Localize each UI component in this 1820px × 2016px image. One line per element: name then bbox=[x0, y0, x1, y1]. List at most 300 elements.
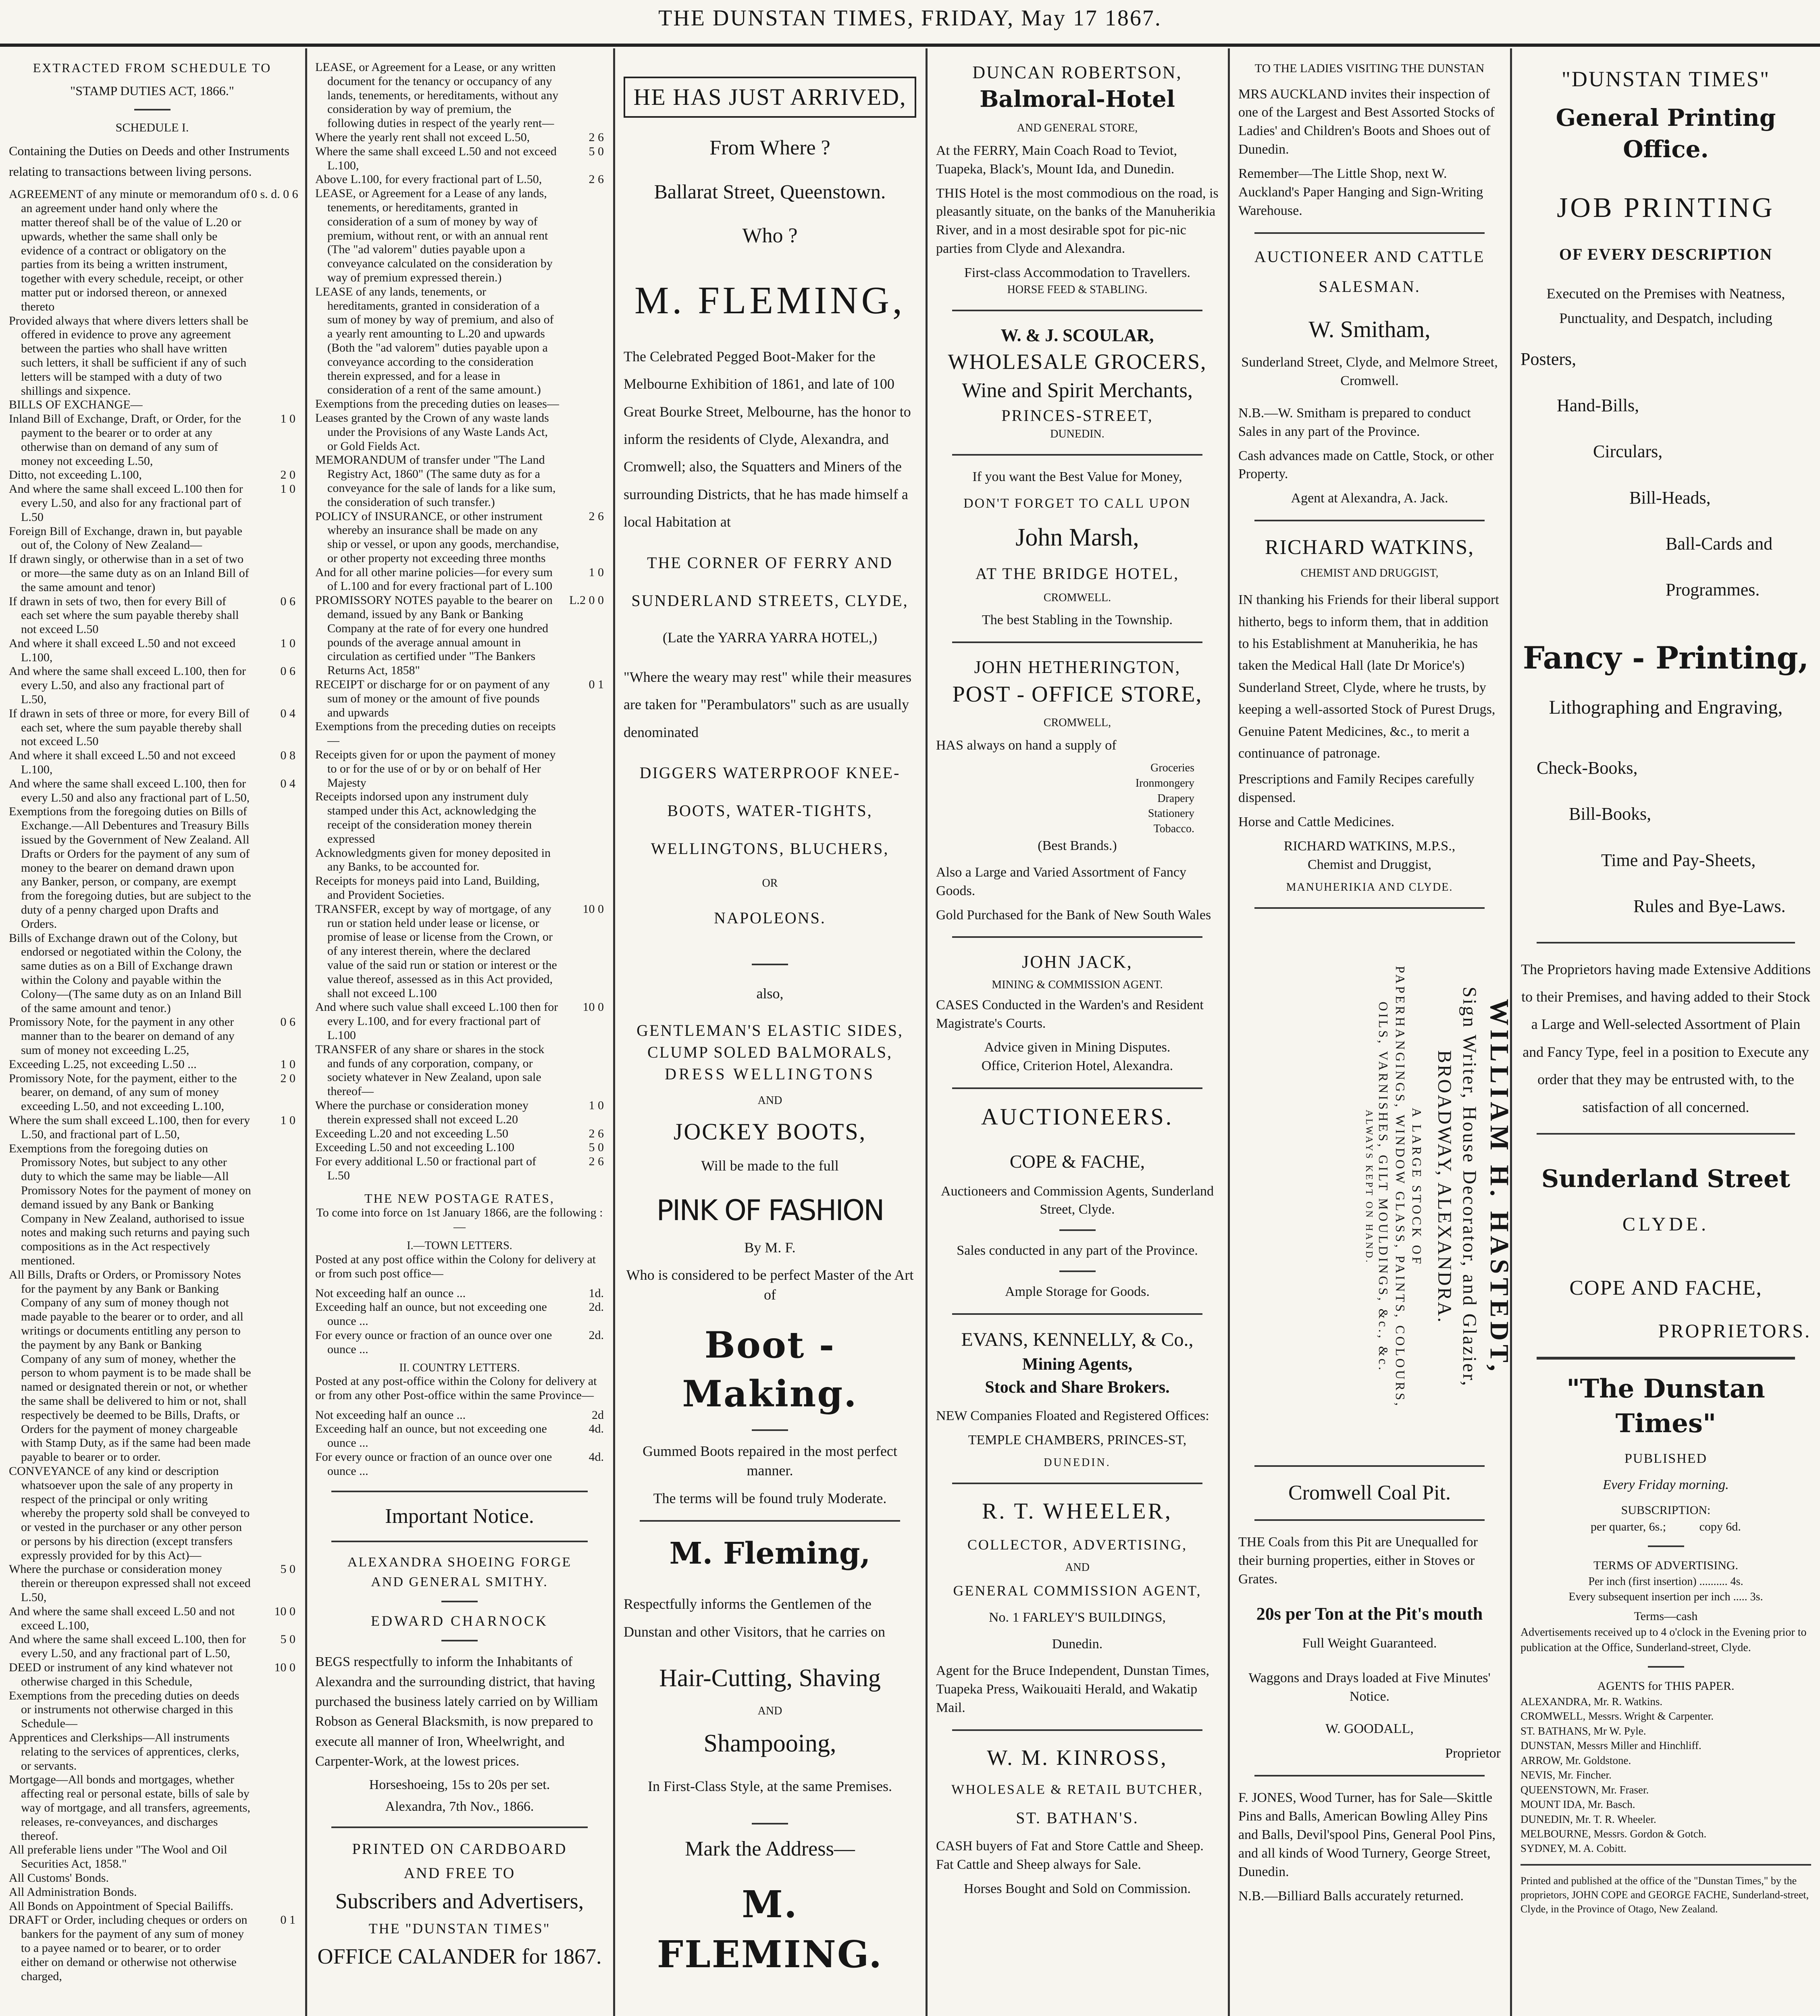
column-business-ads bbox=[927, 60, 1227, 2016]
duty-row bbox=[315, 1000, 604, 1042]
duty-text: Where the purchase or consideration money therein expressed shall not exceed L.20 bbox=[315, 1098, 528, 1126]
duty-row bbox=[9, 525, 295, 553]
horse-feed: HORSE FEED & STABLING. bbox=[1007, 283, 1148, 296]
divider bbox=[1520, 1864, 1811, 1866]
proprietors-text: The Proprietors having made Extensive Additions to their Premises, and having added to their Stock a Large and Well-selected Assortment of Plain and Fancy Type, feel in a position to Execute any order that they may be entrusted with, to the satisfaction of all concerned. bbox=[1521, 961, 1811, 1115]
divider bbox=[331, 1541, 588, 1542]
hetherington-name: JOHN HETHERINGTON, bbox=[974, 657, 1181, 677]
duty-row bbox=[9, 314, 295, 398]
full-weight: Full Weight Guaranteed. bbox=[1302, 1635, 1437, 1651]
printing-item: Rules and Bye-Laws. bbox=[1633, 896, 1786, 916]
arrived-heading: HE HAS JUST ARRIVED, bbox=[624, 77, 916, 118]
duty-row bbox=[315, 902, 604, 1001]
duty-row bbox=[9, 777, 295, 805]
forge-subtitle: AND GENERAL SMITHY. bbox=[371, 1574, 548, 1590]
divider bbox=[752, 1823, 788, 1824]
duty-text: And where it shall exceed L.50 and not exceed L.100, bbox=[9, 636, 236, 664]
office-line: Office, Criterion Hotel, Alexandra. bbox=[981, 1058, 1173, 1074]
duty-text: Above L.100, for every fractional part of L.50, bbox=[315, 173, 542, 186]
salesman: SALESMAN. bbox=[1319, 277, 1421, 296]
duty-text: AGREEMENT of any minute or memorandum of an agreement under hand only where the matter thereof shall be of the value of L.20 or upwards, whether the same shall only be evidence of a contract or obligatory on the parties from its being a written instrument, together with every schedule, receipt, or other matter put or indorsed thereon, or annexed thereto bbox=[9, 187, 250, 313]
agent-item: ALEXANDRA, Mr. R. Watkins. bbox=[1520, 1695, 1663, 1708]
duty-text: If drawn in sets of three or more, for every Bill of each set, where the sum payable thereby shall not exceed L.50 bbox=[9, 706, 250, 748]
duty-amount: 2 6 bbox=[589, 509, 604, 523]
weary-text: "Where the weary may rest" while their measures are taken for "Perambulators" such as are usually denominated bbox=[624, 669, 912, 740]
duty-amount bbox=[251, 1731, 295, 1773]
duty-amount bbox=[251, 398, 295, 412]
duty-amount: 1 0 bbox=[280, 412, 295, 426]
clump-soled: CLUMP SOLED BALMORALS, bbox=[647, 1043, 892, 1061]
duty-row bbox=[9, 595, 295, 637]
duty-row bbox=[9, 1661, 295, 1689]
duty-amount bbox=[560, 411, 604, 453]
duty-amount bbox=[251, 1773, 295, 1843]
coal-text: THE Coals from this Pit are Unequalled for their burning properties, either in Stoves or Grates. bbox=[1238, 1534, 1478, 1587]
duty-amount: 5 0 bbox=[280, 1633, 295, 1646]
divider bbox=[1537, 1357, 1795, 1360]
watkins-text: IN thanking his Friends for their liberal support hitherto, begs to inform them, that in addition to his Establishment at Manuherikia, he has taken the Medical Hall (late Dr Morice's) Sunderland Street, Clyde, where he trusts, by keeping a well-assorted Stock of Purest Drugs, Genuine Patent Medicines, &c., to merit a continuance of patronage. bbox=[1238, 592, 1499, 761]
agent-item: SYDNEY, M. A. Cobitt. bbox=[1520, 1842, 1627, 1855]
duty-text: And where such value shall exceed L.100 then for every L.100, and for every fractional part of L.100 bbox=[315, 1000, 558, 1042]
corner-line-1: THE CORNER OF FERRY AND bbox=[647, 553, 893, 572]
kinross-name: W. M. KINROSS, bbox=[987, 1745, 1168, 1770]
duty-amount: 5 0 bbox=[589, 144, 604, 158]
duty-amount: 0 4 bbox=[280, 706, 295, 720]
sales-line: Sales conducted in any part of the Province. bbox=[957, 1243, 1198, 1258]
schedule-intro: Containing the Duties on Deeds and other Instruments relating to transactions between living persons. bbox=[9, 144, 289, 179]
town-letters-heading: I.—TOWN LETTERS. bbox=[407, 1239, 512, 1252]
best-brands: (Best Brands.) bbox=[1038, 838, 1117, 853]
divider bbox=[1648, 1545, 1684, 1547]
duty-amount: 2d. bbox=[589, 1300, 604, 1314]
napoleons-line: NAPOLEONS. bbox=[714, 909, 826, 927]
duty-amount: 4d. bbox=[589, 1450, 604, 1464]
duty-row bbox=[315, 1141, 604, 1155]
every-description: OF EVERY DESCRIPTION bbox=[1559, 245, 1773, 263]
pink-of-fashion: PINK OF FASHION bbox=[656, 1194, 884, 1227]
duty-text: Inland Bill of Exchange, Draft, or Order, for the payment to the bearer or to order at any otherwise than on demand of any sum of money not exceeding L.50, bbox=[9, 412, 241, 468]
duty-text: All Customs' Bonds. bbox=[9, 1871, 109, 1885]
duty-text: All Bills, Drafts or Orders, or Promissory Notes for the payment by any Bank or Banking Company of any sum of money though not made payable to the bearer or to order, and all writings or documents entitling any person to the payment by any Bank or Banking Company of any sum of money, whether the person to whom payment is to be made shall be named or designated therein or not, or whether the same shall be delivered to him or not, shall respectively be deemed to be Bills, Drafts, or Orders for the payment of money chargeable with Stamp Duty, as if the same had been made payable to bearer or to order. bbox=[9, 1268, 251, 1464]
duty-text: CONVEYANCE of any kind or description whatsoever upon the sale of any property in respect of the principal or only writing whereby the property sold shall be conveyed to or vested in the purchaser or any other person or persons by his direction (except transfers expressly provided for by this Act)— bbox=[9, 1464, 250, 1562]
late-yarra: (Late the YARRA YARRA HOTEL,) bbox=[662, 629, 878, 646]
duty-text: All Administration Bonds. bbox=[9, 1885, 137, 1899]
printing-item: Hand-Bills, bbox=[1557, 395, 1639, 415]
postage-title: THE NEW POSTAGE RATES, bbox=[364, 1191, 555, 1206]
cash-buyers: CASH buyers of Fat and Store Cattle and Sheep. Fat Cattle and Sheep always for Sale. bbox=[936, 1838, 1204, 1872]
duty-amount: 2 0 bbox=[280, 1071, 295, 1085]
duty-text: DRAFT or Order, including cheques or orders on bankers for the payment of any sum of money to a payee named or to bearer, or to order either on demand or otherwise not otherwise charged, bbox=[9, 1913, 248, 1983]
masthead-rule bbox=[0, 44, 1820, 47]
duty-amount: 2 6 bbox=[589, 173, 604, 186]
goods-item: Tobacco. bbox=[1153, 823, 1194, 835]
duty-row bbox=[9, 398, 295, 412]
duty-amount bbox=[560, 397, 604, 411]
duty-amount: 0 4 bbox=[280, 777, 295, 790]
agents-title: AGENTS for THIS PAPER. bbox=[1597, 1679, 1735, 1693]
goodall-name: W. GOODALL, bbox=[1325, 1721, 1414, 1736]
agent-item: QUEENSTOWN, Mr. Fraser. bbox=[1520, 1783, 1649, 1796]
duty-text: TRANSFER, except by way of mortgage, of any run or station held under lease or license, or promise of lease or license from the Crown, or of any interest therein, where the declared value of the said run or station or interest or the value thereof, assessed as in this Act provided, shall not exceed L.100 bbox=[315, 902, 557, 1000]
duty-text: Where the sum shall exceed L.100, then for every L.50, and fractional part of L.50, bbox=[9, 1113, 250, 1141]
duty-text: Receipts for moneys paid into Land, Building, and Provident Societies. bbox=[315, 874, 540, 902]
dress-wellingtons: DRESS WELLINGTONS bbox=[665, 1064, 875, 1083]
stamp-duties-title: EXTRACTED FROM SCHEDULE TO bbox=[33, 60, 272, 75]
calendar-line-5: OFFICE CALANDER for 1867. bbox=[317, 1944, 602, 1968]
or-label: OR bbox=[762, 877, 778, 890]
proprietor-label: Proprietor bbox=[1445, 1746, 1501, 1761]
jones-text: F. JONES, Wood Turner, has for Sale—Skittle Pins and Balls, American Bowling Alley Pins and Balls, Devil'spool Pins, General Pool Pins, and all kinds of Wood Turnery, George Street, Dunedin. bbox=[1238, 1790, 1496, 1879]
mark-address: Mark the Address— bbox=[685, 1837, 855, 1860]
and-label: AND bbox=[757, 1094, 782, 1107]
charnock-name: EDWARD CHARNOCK bbox=[370, 1612, 548, 1629]
horses-line: Horses Bought and Sold on Commission. bbox=[964, 1881, 1191, 1896]
duty-text: LEASE of any lands, tenements, or hereditaments, granted in consideration of a sum of money by way of premium, and also of a yearly rent amounting to L.20 and upwards (Both the "ad valorem" duties payable upon a conveyance according to the consideration therein expressed, and for a lease in consideration of a rent of the same amount.) bbox=[315, 285, 554, 397]
also-label: also, bbox=[756, 985, 784, 1002]
duty-amount: 2d. bbox=[589, 1328, 604, 1342]
duty-row bbox=[9, 1114, 295, 1142]
divider bbox=[1254, 232, 1485, 234]
ladies-heading: TO THE LADIES VISITING THE DUNSTAN bbox=[1254, 62, 1485, 75]
fleming-inform: Respectfully informs the Gentlemen of the Dunstan and other Visitors, that he carries on bbox=[624, 1596, 886, 1640]
town-letters-text: Posted at any post office within the Colony for delivery at or from such post office— bbox=[315, 1252, 596, 1280]
dunedin-label: DUNEDIN. bbox=[1050, 428, 1104, 441]
duty-row bbox=[9, 1142, 295, 1268]
duty-amount: 10 0 bbox=[582, 1000, 604, 1014]
auctioneers-heading: AUCTIONEERS. bbox=[981, 1104, 1174, 1130]
auckland-text: MRS AUCKLAND invites their inspection of one of the Largest and Best Assorted Stocks of Ladies' and Children's Boots and Shoes out of Dunedin. bbox=[1238, 86, 1495, 157]
column-stamp-duties bbox=[0, 60, 304, 2016]
duty-text: And for all other marine policies—for every sum of L.100 and for every fractional part of L.100 bbox=[315, 565, 553, 593]
duty-text: If drawn singly, or otherwise than in a set of two or more—the same duty as on an Inland Bill of the same amount and tenor) bbox=[9, 552, 249, 594]
duty-text: Receipts indorsed upon any instrument duly stamped under this Act, acknowledging the receipt of the consideration money therein expressed bbox=[315, 790, 537, 846]
duty-row bbox=[315, 187, 604, 285]
duty-amount bbox=[251, 1843, 295, 1871]
duty-amount bbox=[560, 285, 604, 397]
agent-item: DUNSTAN, Messrs Miller and Hinchliff. bbox=[1520, 1739, 1701, 1752]
duty-text: All Bonds on Appointment of Special Bailiffs. bbox=[9, 1899, 233, 1913]
calendar-line-1: PRINTED ON CARDBOARD bbox=[352, 1841, 567, 1858]
duty-row bbox=[9, 1562, 295, 1604]
duty-amount bbox=[560, 720, 604, 748]
cope-and-fache: COPE AND FACHE, bbox=[1569, 1276, 1762, 1300]
clyde-label: CLYDE. bbox=[1622, 1214, 1710, 1235]
duty-text: LEASE, or Agreement for a Lease, or any written document for the tenancy or occupancy of any lands, tenements, or hereditaments, without any consideration by way of premium, the following duties in respect of the yearly rent— bbox=[315, 60, 559, 130]
goods-item: Groceries bbox=[1150, 761, 1194, 774]
duty-amount: L.2 0 0 bbox=[569, 594, 604, 607]
diggers-line: DIGGERS WATERPROOF KNEE- bbox=[639, 764, 901, 782]
duty-amount bbox=[251, 552, 295, 594]
duty-text: LEASE, or Agreement for a Lease of any lands, tenements, or hereditaments, granted in consideration of a sum of money by way of premium, without rent, or with an annual rent (The "ad valorem" duties payable upon a conveyance calculated on the consideration by way of premium expressed therein.) bbox=[315, 187, 553, 284]
duty-text: All preferable liens under "The Wool and Oil Securities Act, 1858." bbox=[9, 1843, 227, 1871]
duty-text: Ditto, not exceeding L.100, bbox=[9, 468, 142, 482]
postage-intro: To come into force on 1st January 1866, are the following :— bbox=[316, 1206, 603, 1233]
duty-text: Promissory Note, for the payment in any other manner than to the bearer on demand of any sum of money not exceeding L.25, bbox=[9, 1015, 235, 1057]
marsh-name: John Marsh, bbox=[1015, 523, 1139, 551]
duty-text: Provided always that where divers letters shall be offered in evidence to prove any agreement between the parties who shall have written such letters, it shall be sufficient if any of such letters will be stamped with a duty of two shillings and sixpence. bbox=[9, 314, 248, 398]
duty-amount: 0 6 bbox=[280, 1015, 295, 1029]
duty-row bbox=[315, 1127, 604, 1141]
duty-amount: 0 1 bbox=[280, 1913, 295, 1927]
agent-item: NEVIS, Mr. Fincher. bbox=[1520, 1769, 1612, 1781]
smitham-agent: Agent at Alexandra, A. Jack. bbox=[1291, 491, 1448, 506]
duty-row bbox=[9, 805, 295, 931]
gold-purchased: Gold Purchased for the Bank of New South Wales bbox=[936, 907, 1211, 923]
princes-street: PRINCES-STREET, bbox=[1001, 406, 1153, 425]
fleming-name-2: M. Fleming, bbox=[669, 1536, 871, 1571]
billiard-text: N.B.—Billiard Balls accurately returned. bbox=[1238, 1888, 1464, 1904]
hastedt-oils: OILS, VARNISHES, GILT MOULDINGS, &c., &c. bbox=[1376, 1001, 1391, 1372]
advice-line: Advice given in Mining Disputes. bbox=[984, 1040, 1171, 1055]
duty-text: Exemptions from the foregoing duties on Promissory Notes, but subject to any other duty to which the same may be liable—All Promissory Notes for the payment of money on demand issued by any Bank or Banking Company in New Zealand, authorised to issue notes and making such returns and paying such compositions as in the Act respectively mentioned. bbox=[9, 1141, 251, 1267]
balmoral-hotel: Balmoral-Hotel bbox=[980, 86, 1175, 113]
duty-amount: 0 6 bbox=[280, 664, 295, 678]
wheeler-name: R. T. WHEELER, bbox=[982, 1498, 1173, 1524]
subscription-label: SUBSCRIPTION: bbox=[1621, 1504, 1711, 1517]
duty-text: And where the same shall exceed L.50 and not exceed L.100, bbox=[9, 1604, 235, 1632]
agent-item: CROMWELL, Messrs. Wright & Carpenter. bbox=[1520, 1710, 1714, 1722]
duty-amount: 10 0 bbox=[582, 902, 604, 916]
duty-amount bbox=[251, 931, 295, 1016]
goods-list bbox=[936, 760, 1219, 837]
duty-text: Exemptions from the foregoing duties on Bills of Exchange.—All Debentures and Treasury Bills issued by the Government of New Zealand. All Drafts or Orders for the payment of any sum of money to the bearer on demand drawn upon any Banker, person, or company, are exempt from the foregoing duties, but are subject to the duty of a penny charged upon Drafts and Orders. bbox=[9, 805, 251, 931]
value-line: If you want the Best Value for Money, bbox=[972, 469, 1182, 485]
duty-row bbox=[9, 1899, 295, 1914]
dunedin-label: Dunedin. bbox=[1052, 1637, 1103, 1652]
duty-row bbox=[315, 131, 604, 145]
duty-text: Where the yearly rent shall not exceed L.50, bbox=[315, 130, 530, 144]
printing-items bbox=[1520, 336, 1811, 613]
watkins-name: RICHARD WATKINS, bbox=[1265, 536, 1475, 559]
printing-item: Ball-Cards and Programmes. bbox=[1666, 533, 1773, 600]
charnock-date: Alexandra, 7th Nov., 1866. bbox=[385, 1799, 534, 1814]
duty-row bbox=[9, 1913, 295, 1983]
hastedt-trade: Sign Writer, House Decorator, and Glazier, bbox=[1459, 986, 1481, 1387]
duty-amount bbox=[560, 790, 604, 846]
duty-amount: 4d. bbox=[589, 1422, 604, 1436]
every-friday: Every Friday morning. bbox=[1603, 1477, 1729, 1493]
printing-items-2 bbox=[1520, 745, 1811, 930]
goods-item: Stationery bbox=[1148, 807, 1194, 820]
divider bbox=[1537, 942, 1795, 943]
post-office-store: POST - OFFICE STORE, bbox=[952, 681, 1202, 707]
watkins-mps: RICHARD WATKINS, M.P.S., bbox=[1283, 839, 1456, 854]
scoular-name: W. & J. SCOULAR, bbox=[1000, 325, 1154, 345]
agent-item: MOUNT IDA, Mr. Basch. bbox=[1520, 1798, 1635, 1811]
duty-amount bbox=[251, 1268, 295, 1464]
shampooing: Shampooing, bbox=[703, 1729, 836, 1757]
coal-pit-title: Cromwell Coal Pit. bbox=[1288, 1481, 1451, 1504]
duty-amount: 2 6 bbox=[589, 1155, 604, 1168]
duty-amount: 0 s. d. 0 6 bbox=[251, 187, 298, 201]
fleming-name: M. FLEMING, bbox=[634, 279, 905, 322]
duty-text: And where the same shall exceed L.100, then for every L.50, and any fractional part of L.50, bbox=[9, 1633, 246, 1660]
duty-amount: 1 0 bbox=[280, 1057, 295, 1071]
duty-rows bbox=[9, 187, 298, 1983]
duty-row bbox=[9, 1731, 295, 1773]
duty-row bbox=[315, 1408, 604, 1422]
duty-row bbox=[315, 453, 604, 509]
calendar-line-2: AND FREE TO bbox=[404, 1865, 516, 1882]
elastic-sides: GENTLEMAN'S ELASTIC SIDES, bbox=[636, 1021, 903, 1039]
divider bbox=[1254, 907, 1485, 909]
who: Who ? bbox=[742, 224, 798, 247]
duty-row bbox=[315, 1099, 604, 1127]
column-printing-office bbox=[1512, 60, 1820, 2016]
divider bbox=[1254, 1775, 1485, 1776]
dunedin-label: DUNEDIN. bbox=[1044, 1456, 1111, 1469]
hastedt-large-stock: A LARGE STOCK OF bbox=[1410, 1108, 1425, 1266]
town-rates bbox=[315, 1287, 604, 1357]
waggons-text: Waggons and Drays loaded at Five Minutes' Notice. bbox=[1248, 1670, 1491, 1704]
column-more-ads bbox=[1229, 60, 1514, 2016]
duty-amount: 2 6 bbox=[589, 130, 604, 144]
duty-text: And where the same shall exceed L.100, then for every L.50 and also any fractional part of L.50, bbox=[9, 777, 250, 804]
duty-text: POLICY of INSURANCE, or other instrument whereby an insurance shall be made on any ship or vessel, or upon any goods, merchandise, or other property not exceeding three months bbox=[315, 509, 559, 565]
general-store: AND GENERAL STORE, bbox=[1017, 121, 1138, 134]
mining-agent: MINING & COMMISSION AGENT. bbox=[992, 978, 1163, 991]
duty-amount bbox=[251, 1899, 295, 1914]
charnock-text: BEGS respectfully to inform the Inhabitants of Alexandra and the surrounding district, that having purchased the business lately carried on by William Robson as General Blacksmith, is now prepared to execute all manner of Iron, Wheelwright, and Carpenter-Work, at the lowest prices. bbox=[315, 1654, 598, 1769]
horse-medicines: Horse and Cattle Medicines. bbox=[1238, 814, 1395, 830]
duty-amount: 5 0 bbox=[280, 1562, 295, 1576]
hastedt-rotated bbox=[1362, 925, 1516, 1449]
duty-row bbox=[315, 1450, 604, 1479]
hair-cutting: Hair-Cutting, Shaving bbox=[659, 1664, 881, 1692]
remember-text: Remember—The Little Shop, next W. Auckland's Paper Hanging and Sign-Writing Warehouse. bbox=[1238, 166, 1483, 218]
duty-text: Apprentices and Clerkships—All instruments relating to the services of apprentices, clerks, or servants. bbox=[9, 1731, 239, 1772]
ballarat-street: Ballarat Street, Queenstown. bbox=[654, 180, 886, 203]
collector-line: COLLECTOR, ADVERTISING, bbox=[967, 1536, 1188, 1553]
cope-fache: COPE & FACHE, bbox=[1009, 1151, 1145, 1172]
duty-row bbox=[315, 60, 604, 131]
chemist-label: CHEMIST AND DRUGGIST, bbox=[1300, 567, 1439, 580]
newspaper-masthead: THE DUNSTAN TIMES, FRIDAY, May 17 1867. bbox=[658, 6, 1162, 31]
duty-row bbox=[9, 1633, 295, 1661]
duty-text: Exceeding L.20 and not exceeding L.50 bbox=[315, 1127, 509, 1140]
duty-row bbox=[9, 664, 295, 706]
evans-name: EVANS, KENNELLY, & Co., bbox=[961, 1329, 1194, 1351]
hastedt-name: WILLIAM H. HASTEDT, bbox=[1485, 999, 1514, 1375]
duty-row bbox=[9, 482, 295, 524]
duty-text: PROMISSORY NOTES payable to the bearer on demand, issued by any Bank or Banking Company at the rate of for every one hundred pounds of the average annual amount in circulation as certified under "The Bankers Returns Act, 1858" bbox=[315, 594, 553, 677]
subscription-price: per quarter, 6s.; copy 6d. bbox=[1591, 1520, 1741, 1533]
duty-text: And where the same shall exceed L.100 then for every L.50, and also for any fractional part of L.50 bbox=[9, 482, 243, 524]
from-where: From Where ? bbox=[709, 136, 830, 160]
duty-text: Where the same shall exceed L.50 and not exceed L.100, bbox=[315, 144, 557, 172]
duty-row bbox=[9, 637, 295, 665]
duty-amount: 0 8 bbox=[280, 749, 295, 762]
notice-title: Important Notice. bbox=[385, 1504, 534, 1528]
fleming-name-3: M. FLEMING. bbox=[657, 1883, 883, 1976]
agent-item: DUNEDIN, Mr. T. R. Wheeler. bbox=[1520, 1813, 1656, 1825]
boot-making: Boot - Making. bbox=[682, 1323, 858, 1416]
calendar-line-3: Subscribers and Advertisers, bbox=[335, 1889, 584, 1914]
hotel-text: THIS Hotel is the most commodious on the road, is pleasantly situate, on the banks of the Manuherikia River, and in a most desirable spot for pic-nic parties from Clyde and Alexandra. bbox=[936, 185, 1219, 256]
calendar-line-4: THE "DUNSTAN TIMES" bbox=[368, 1920, 551, 1937]
auctioneers-text: Auctioneers and Commission Agents, Sunderland Street, Clyde. bbox=[940, 1183, 1214, 1217]
wellingtons-line: WELLINGTONS, BLUCHERS, bbox=[651, 839, 889, 858]
divider bbox=[640, 1520, 900, 1522]
duty-text: Exceeding half an ounce, but not exceeding one ounce ... bbox=[315, 1422, 547, 1450]
duty-row bbox=[315, 1287, 604, 1301]
duty-amount: 1 0 bbox=[589, 565, 604, 579]
terms-cash: Terms—cash bbox=[1634, 1610, 1698, 1623]
duty-row bbox=[315, 678, 604, 720]
divider bbox=[331, 1491, 588, 1492]
duty-text: Bills of Exchange drawn out of the Colony, but endorsed or negotiated within the Colony, the same duties as on a Bill of Exchange drawn within the Colony and payable within the Colony—(The same duty as on an Inland Bill of the same amount and tenor.) bbox=[9, 931, 242, 1015]
duty-text: Foreign Bill of Exchange, drawn in, but payable out of, the Colony of New Zealand— bbox=[9, 524, 243, 552]
divider bbox=[952, 1087, 1202, 1089]
and-label: AND bbox=[757, 1704, 782, 1717]
chemist-druggist: Chemist and Druggist, bbox=[1308, 857, 1431, 872]
new-companies: NEW Companies Floated and Registered Offices: bbox=[936, 1408, 1209, 1424]
duty-row bbox=[9, 1268, 295, 1464]
printing-item: Check-Books, bbox=[1537, 758, 1638, 778]
storage-line: Ample Storage for Goods. bbox=[1005, 1284, 1150, 1300]
hastedt-always: ALWAYS KEPT ON HAND. bbox=[1363, 1109, 1374, 1264]
duty-text: For every additional L.50 or fractional part of L.50 bbox=[315, 1155, 537, 1182]
duty-row bbox=[315, 510, 604, 566]
duty-row bbox=[315, 411, 604, 453]
duty-row bbox=[9, 187, 298, 314]
the-dunstan-times: "The Dunstan Times" bbox=[1566, 1373, 1765, 1439]
forget-line: DON'T FORGET TO CALL UPON bbox=[963, 496, 1191, 511]
job-printing: JOB PRINTING bbox=[1557, 192, 1775, 224]
duty-amount bbox=[251, 1142, 295, 1268]
duty-row bbox=[315, 1043, 604, 1099]
divider bbox=[331, 1826, 588, 1828]
per-inch-subsequent: Every subsequent insertion per inch ..... 3s. bbox=[1568, 1590, 1763, 1603]
duty-row bbox=[315, 173, 604, 187]
divider bbox=[441, 1640, 478, 1641]
agent-item: ST. BATHANS, Mr W. Pyle. bbox=[1520, 1724, 1646, 1737]
duty-row bbox=[315, 594, 604, 678]
robertson-name: DUNCAN ROBERTSON, bbox=[972, 62, 1182, 82]
duty-amount bbox=[560, 1043, 604, 1099]
duty-row bbox=[315, 1329, 604, 1357]
duty-text: RECEIPT or discharge for or on payment of any sum of money or the amount of five pounds and upwards bbox=[315, 678, 550, 719]
duty-row bbox=[315, 1300, 604, 1329]
country-letters-heading: II. COUNTRY LETTERS. bbox=[399, 1361, 520, 1374]
duty-row bbox=[9, 1605, 295, 1633]
country-rates bbox=[315, 1408, 604, 1479]
auctioneer-cattle: AUCTIONEER AND CATTLE bbox=[1254, 247, 1485, 266]
duty-amount: 2 6 bbox=[589, 1127, 604, 1140]
duty-row bbox=[9, 1773, 295, 1843]
per-inch-first: Per inch (first insertion) .......... 4s. bbox=[1588, 1575, 1743, 1588]
terms-advertising: TERMS OF ADVERTISING. bbox=[1593, 1559, 1739, 1572]
column-leases-postage bbox=[306, 60, 613, 2016]
duty-amount: 0 1 bbox=[589, 678, 604, 691]
duty-row bbox=[315, 790, 604, 846]
divider bbox=[1059, 1229, 1096, 1231]
cases-text: CASES Conducted in the Warden's and Resident Magistrate's Courts. bbox=[936, 997, 1204, 1031]
duty-amount bbox=[560, 453, 604, 509]
stabling-line: The best Stabling in the Township. bbox=[982, 612, 1173, 628]
duty-text: Mortgage—All bonds and mortgages, whether affecting real or personal estate, bills of sale by way of mortgage, and all transfers, agreements, releases, re-conveyances, and discharges thereof. bbox=[9, 1773, 250, 1843]
advertisements-received: Advertisements received up to 4 o'clock in the Evening prior to publication at the Office, Sunderland-street, Clyde. bbox=[1520, 1626, 1807, 1654]
duty-row bbox=[315, 1155, 604, 1183]
duty-text: Exemptions from the preceding duties on receipts— bbox=[315, 720, 556, 748]
duty-row bbox=[9, 412, 295, 468]
proprietors-label: PROPRIETORS. bbox=[1658, 1320, 1811, 1342]
divider bbox=[1059, 1270, 1096, 1272]
duty-text: Exemptions from the preceding duties on deeds or instruments not otherwise charged in this Schedule— bbox=[9, 1689, 239, 1731]
cromwell-label: CROMWELL. bbox=[1043, 591, 1111, 604]
duty-text: Not exceeding half an ounce ... bbox=[315, 1408, 466, 1422]
duty-amount: 1 0 bbox=[589, 1098, 604, 1112]
